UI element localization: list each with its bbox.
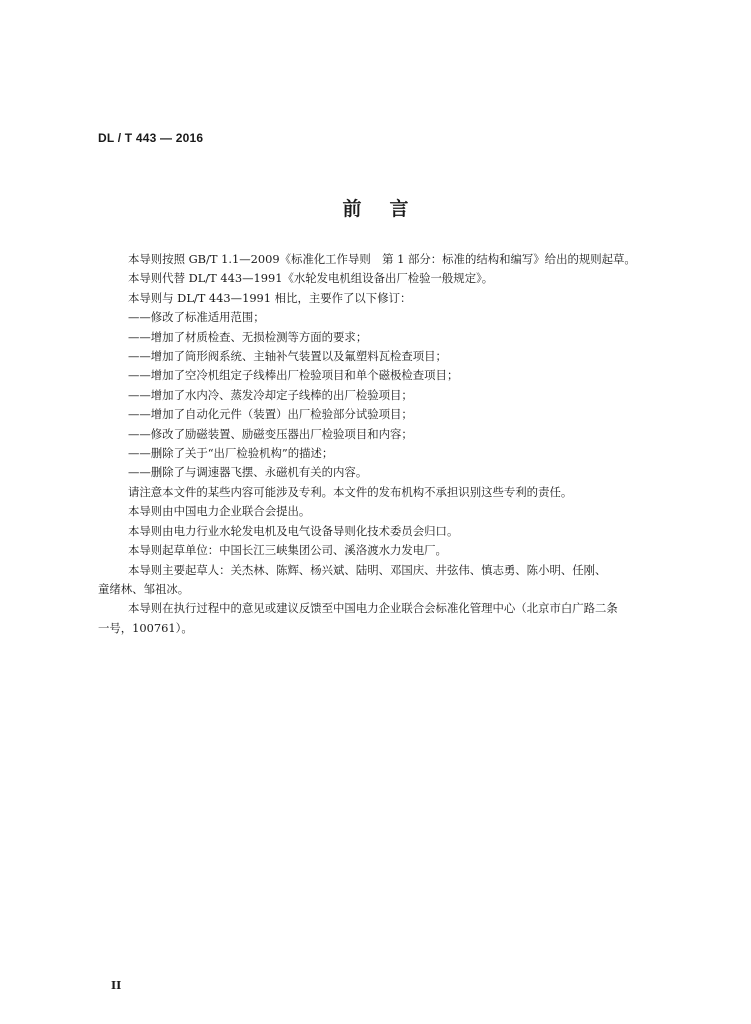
change-item: ——修改了标准适用范围； [128, 310, 265, 325]
paragraph-drafters-line1: 本导则主要起草人：关杰林、陈辉、杨兴斌、陆明、邓国庆、井弦伟、慎志勇、陈小明、任刚、 [128, 562, 607, 577]
change-item: ——删除了关于“出厂检验机构”的描述； [128, 446, 334, 461]
change-item: ——增加了水内冷、蒸发冷却定子线棒的出厂检验项目； [128, 387, 413, 402]
change-item: ——增加了材质检查、无损检测等方面的要求； [128, 329, 368, 344]
page-title: 前言 [342, 198, 437, 220]
change-item: ——增加了筒形阀系统、主轴补气装置以及氟塑料瓦检查项目； [128, 349, 447, 364]
change-item: ——增加了自动化元件（装置）出厂检验部分试验项目； [128, 407, 413, 422]
paragraph-proposer: 本导则由中国电力企业联合会提出。 [128, 504, 311, 519]
paragraph-changes-intro: 本导则与 DL/T 443—1991 相比，主要作了以下修订： [128, 290, 412, 305]
page-number: II [111, 979, 122, 992]
paragraph-drafters-line2: 童绪林、邹祖冰。 [98, 581, 190, 596]
paragraph-patent-notice: 请注意本文件的某些内容可能涉及专利。本文件的发布机构不承担识别这些专利的责任。 [128, 484, 573, 499]
paragraph-drafting-units: 本导则起草单位：中国长江三峡集团公司、溪洛渡水力发电厂。 [128, 543, 447, 558]
foreword-body [98, 250, 678, 638]
paragraph-replaces: 本导则代替 DL/T 443—1991《水轮发电机组设备出厂检验一般规定》。 [128, 271, 494, 286]
paragraph-drafting-rules: 本导则按照 GB/T 1.1—2009《标准化工作导则 第 1 部分：标准的结构和编写》给出的规则起草。 [128, 252, 636, 266]
change-item: ——删除了与调速器飞摆、永磁机有关的内容。 [128, 465, 368, 480]
change-item: ——修改了励磁装置、励磁变压器出厂检验项目和内容； [128, 426, 413, 441]
paragraph-feedback-line2: 一号，100761）。 [98, 620, 193, 635]
paragraph-feedback-line1: 本导则在执行过程中的意见或建议反馈至中国电力企业联合会标准化管理中心（北京市白广路二条 [128, 601, 618, 616]
paragraph-committee: 本导则由电力行业水轮发电机及电气设备导则化技术委员会归口。 [128, 523, 459, 538]
change-item: ——增加了空冷机组定子线棒出厂检验项目和单个磁极检查项目； [128, 368, 459, 383]
standard-code: DL / T 443 — 2016 [98, 131, 204, 145]
